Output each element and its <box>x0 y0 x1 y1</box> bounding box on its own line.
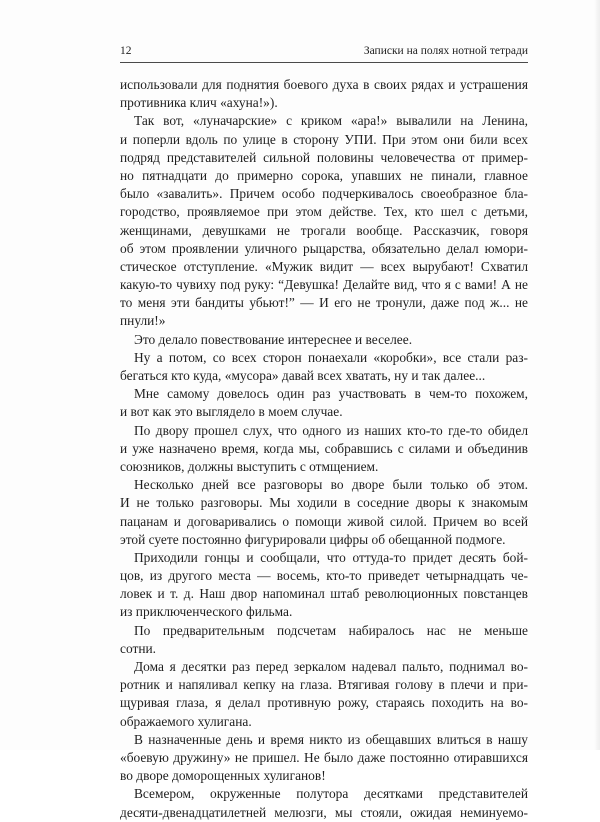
paragraph <box>120 622 528 658</box>
text-line: и поперли вдоль по улице в сторону УПИ. При этом они били всех <box>120 131 528 147</box>
text-line: Несколько дней все разговоры во дворе были только об этом. <box>134 477 528 493</box>
text-line: щуривая глаза, я делал противную рожу, стараясь походить на во- <box>120 695 528 711</box>
paragraph <box>120 422 528 477</box>
paragraph <box>120 76 528 112</box>
body-text <box>120 76 528 822</box>
text-line: сотни. <box>120 640 156 656</box>
text-line: Так вот, «луначарские» с криком «ара!» вывалили на Ленина, <box>134 113 528 129</box>
text-line: и вот как это выглядело в моем случае. <box>120 404 343 420</box>
text-line: и уже назначено время, когда мы, собравшись с силами и объединив <box>120 440 528 456</box>
page-edge-shadow <box>594 0 600 750</box>
text-line: Мне самому довелось один раз участвовать в чем-то похожем, <box>134 386 528 402</box>
paragraph <box>120 476 528 549</box>
text-line: Приходили гонцы и сообщали, что оттуда-то придет десять бой- <box>134 549 528 565</box>
page-number: 12 <box>120 45 132 57</box>
text-line: женщинами, девушками не трогали вообще. Рассказчик, говоря <box>120 222 528 238</box>
text-line: десяти-двенадцатилетней мелюзги, мы стояли, ожидая неминуемо- <box>120 804 528 820</box>
text-line: использовали для поднятия боевого духа в своих рядах и устрашения <box>120 77 528 92</box>
text-line: но пятнадцати до примерно сорока, упавших не пинали, главное <box>120 167 528 183</box>
text-line: во дворе доморощенных хулиганов! <box>120 768 326 784</box>
text-line: подряд представителей сильной половины человечества от пример- <box>120 149 528 165</box>
paragraph <box>120 658 528 731</box>
text-line: ловек и т. д. Наш двор напоминал штаб революционных повстанцев <box>120 586 528 602</box>
text-line: Дома я десятки раз перед зеркалом надевал пальто, поднимал во- <box>134 659 528 674</box>
paragraph <box>120 331 528 349</box>
paragraph <box>120 349 528 385</box>
text-line: Это делало повествование интереснее и веселее. <box>134 331 413 347</box>
text-line: союзников, должны выступить с отмщением. <box>120 458 379 474</box>
text-line: По двору прошел слух, что одного из наших кто-то где-то обидел <box>134 422 528 438</box>
paragraph <box>120 549 528 622</box>
running-title: Записки на полях нотной тетради <box>363 45 528 57</box>
paragraph <box>120 731 528 786</box>
text-line: пнули!» <box>120 313 166 329</box>
text-line: противника клич «ахуна!»). <box>120 95 278 111</box>
text-line: «боевую дружину» не пришел. Не было даже постоянно отиравшихся <box>120 749 528 765</box>
text-line: из приключенческого фильма. <box>120 604 293 620</box>
text-line: пацанам и договаривались о помощи живой силой. Причем во всей <box>120 513 528 529</box>
text-line: городство, проявляемое при этом действе. Тех, кто шел с детьми, <box>120 204 528 220</box>
text-line: ротник и напяливал кепку на глаза. Втягивая голову в плечи и при- <box>120 677 528 693</box>
running-head <box>120 44 528 58</box>
header-rule <box>120 62 528 63</box>
paragraph <box>120 112 528 330</box>
text-line: то меня эти бандиты убьют!” — И его не тронули, даже под ж... не <box>120 295 528 311</box>
text-line: И не только разговоры. Мы ходили в соседние дворы к знакомым <box>120 495 528 511</box>
text-line: этой суете постоянно фигурировали цифры об обещанной подмоге. <box>120 531 506 547</box>
text-line: стическое отступление. «Мужик видит — всех вырубают! Схватил <box>120 258 528 274</box>
text-line: цов, из другого места — восемь, кто-то приведет четырнадцать че- <box>120 568 528 584</box>
text-line: какую-то чувиху под руку: “Девушка! Делайте вид, что я с вами! А не <box>120 277 528 293</box>
text-line: ображаемого хулигана. <box>120 713 252 729</box>
text-line: В назначенные день и время никто из обещавших влиться в нашу <box>134 731 528 747</box>
text-line: Всемером, окруженные полутора десятками представителей <box>134 786 528 802</box>
paragraph <box>120 385 528 421</box>
text-line: бегаться кто куда, «мусора» давай всех хватать, ну и так далее... <box>120 368 486 383</box>
text-line: об этом проявлении уличного рыцарства, обязательно делал юмори- <box>120 240 528 256</box>
text-line: Ну а потом, со всех сторон понаехали «коробки», все стали раз- <box>134 349 528 365</box>
text-line: было «завалить». Причем особо подчеркивалось своеобразное бла- <box>120 186 528 202</box>
text-line: По предварительным подсчетам набиралось нас не меньше <box>134 622 528 638</box>
paragraph <box>120 785 528 821</box>
